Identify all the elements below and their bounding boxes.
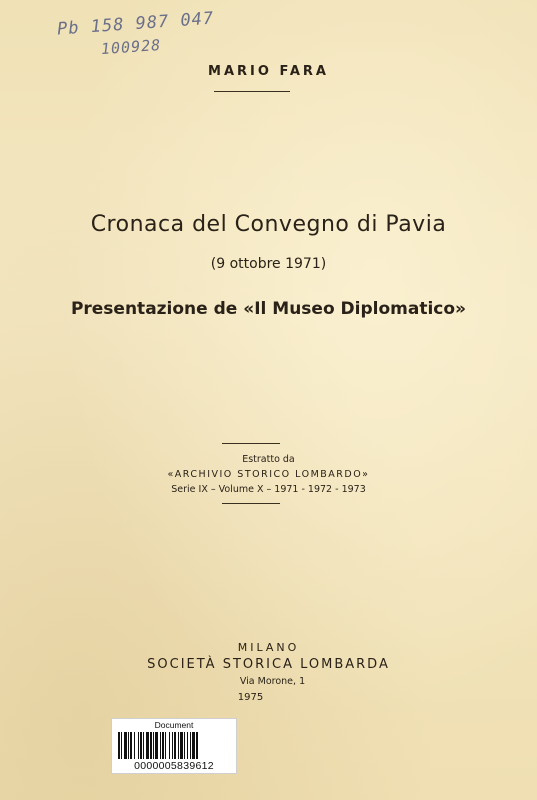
- extract-archive: «ARCHIVIO STORICO LOMBARDO»: [167, 469, 370, 480]
- barcode-icon: [118, 732, 230, 759]
- document-subtitle: (9 ottobre 1971): [210, 256, 327, 272]
- extract-divider-bottom: [222, 503, 280, 504]
- barcode-number: 0000005839612: [134, 760, 214, 772]
- imprint-address: Via Morone, 1: [239, 676, 306, 687]
- handwritten-shelfmark: Pb 158 987 047: [56, 8, 215, 40]
- author-underline: [214, 91, 290, 92]
- presentation-line: Presentazione de «Il Museo Diplomatico»: [70, 299, 467, 319]
- imprint-year: 1975: [237, 692, 264, 703]
- imprint-city: MILANO: [237, 641, 300, 654]
- extract-intro: Estratto da: [242, 454, 295, 465]
- imprint-publisher: SOCIETÀ STORICA LOMBARDA: [147, 657, 390, 672]
- extract-divider-top: [222, 443, 280, 444]
- barcode-label: [111, 718, 237, 774]
- barcode-label-title: Document: [154, 720, 194, 730]
- handwritten-number: 100928: [100, 35, 162, 59]
- extract-block: [0, 452, 537, 497]
- document-title: Cronaca del Convegno di Pavia: [90, 212, 447, 237]
- extract-series: Serie IX – Volume X – 1971 - 1972 - 1973: [171, 484, 366, 495]
- author-name: MARIO FARA: [208, 64, 329, 79]
